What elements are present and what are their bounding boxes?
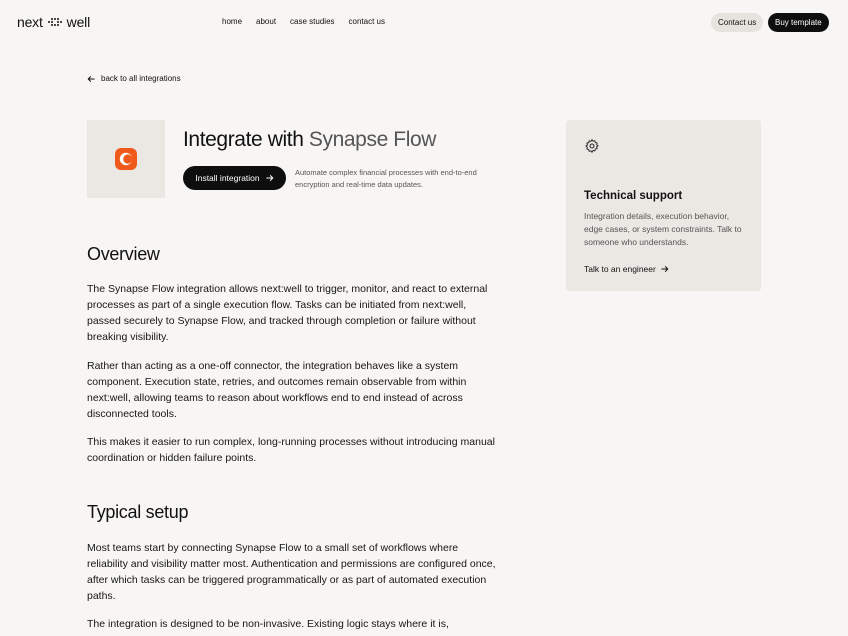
hero-description: Automate complex financial processes with end-to-end encryption and real-time data updates. xyxy=(295,168,477,189)
logo-dots-icon xyxy=(48,18,62,26)
typical-setup-heading: Typical setup xyxy=(87,502,189,522)
back-to-integrations-link[interactable] xyxy=(87,74,181,83)
card-link-label: Talk to an engineer xyxy=(584,264,656,274)
page-title xyxy=(183,128,436,152)
gear-icon xyxy=(584,138,600,154)
card-title: Technical support xyxy=(584,190,683,202)
arrow-left-icon xyxy=(87,75,95,83)
arrow-right-icon xyxy=(661,265,669,273)
setup-paragraph-2: The integration is designed to be non-invasive. Existing logic stays where it is, xyxy=(87,618,449,630)
nav-about[interactable]: about xyxy=(256,17,277,26)
talk-to-engineer-link[interactable] xyxy=(584,264,669,274)
main-nav xyxy=(222,17,385,26)
title-accent: Synapse Flow xyxy=(308,128,437,151)
back-link-label: back to all integrations xyxy=(101,74,181,83)
technical-support-card xyxy=(566,120,761,291)
contact-us-button[interactable]: Contact us xyxy=(711,13,763,32)
title-prefix: Integrate with xyxy=(183,128,304,151)
overview-paragraph-3: This makes it easier to run complex, long-running processes without introducing manual coordination or hidden failure points. xyxy=(87,436,495,464)
card-description: Integration details, execution behavior, edge cases, or system constraints. Talk to someone who understands. xyxy=(584,211,742,248)
overview-paragraph-1: The Synapse Flow integration allows next:well to trigger, monitor, and react to external processes as part of a single execution flow. Tasks can be initiated from next:well, passed securely to Synapse Flow, and tracked through completion or failure without breaking visibility. xyxy=(87,283,488,343)
arrow-right-icon xyxy=(266,174,274,182)
overview-paragraph-2: Rather than acting as a one-off connector, the integration behaves like a system component. Execution state, retries, and outcomes remain observable from within next:well, allowing teams to reason about workflows end to end instead of across disconnected tools. xyxy=(87,360,467,420)
install-button-label: Install integration xyxy=(195,173,260,183)
logo[interactable] xyxy=(17,14,90,30)
nav-home[interactable]: home xyxy=(222,17,243,26)
buy-template-button[interactable]: Buy template xyxy=(768,13,829,32)
integration-logo-tile xyxy=(87,120,165,198)
setup-paragraph-1: Most teams start by connecting Synapse Flow to a small set of workflows where reliability and visibility matter most. Authentication and permissions are configured once, after which tasks can be triggered programmatically or as part of automated execution paths. xyxy=(87,542,496,602)
logo-text-left: next xyxy=(17,14,43,30)
synapse-flow-logo-icon xyxy=(114,147,138,171)
nav-contact-us[interactable]: contact us xyxy=(348,17,385,26)
logo-text-right: well xyxy=(66,14,90,30)
install-integration-button[interactable] xyxy=(183,166,286,190)
nav-case-studies[interactable]: case studies xyxy=(290,17,335,26)
overview-heading: Overview xyxy=(87,244,160,264)
